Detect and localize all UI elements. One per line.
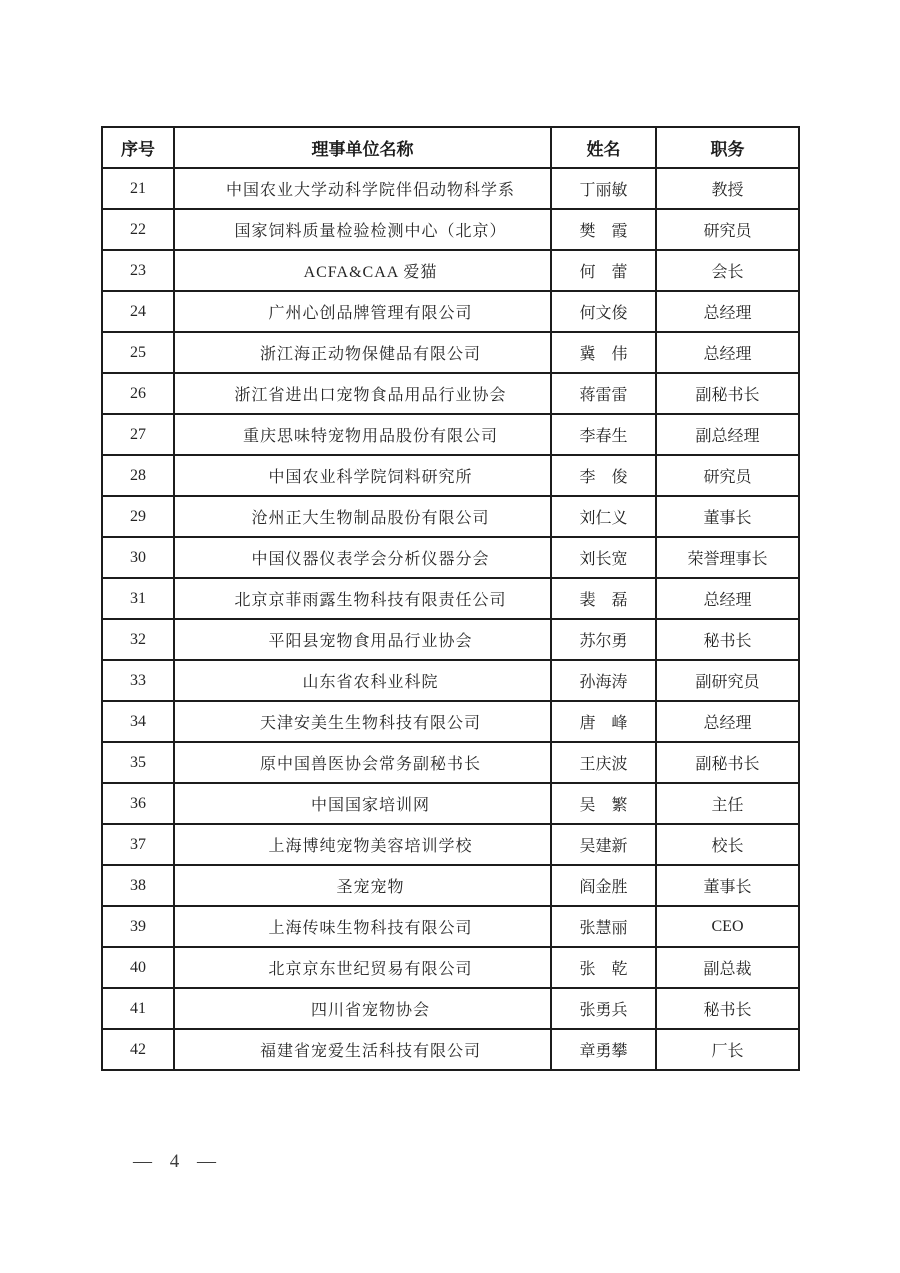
job-title-cell: 副研究员 [656, 660, 799, 701]
table-row [102, 578, 799, 619]
job-title-cell: 副总经理 [656, 414, 799, 455]
org-name-cell: 中国国家培训网 [174, 783, 551, 824]
table-row [102, 742, 799, 783]
person-name-cell: 张勇兵 [551, 988, 656, 1029]
row-number-cell: 33 [102, 660, 174, 701]
org-name-cell: 北京京菲雨露生物科技有限责任公司 [174, 578, 551, 619]
person-name-cell: 丁丽敏 [551, 168, 656, 209]
table-row [102, 906, 799, 947]
org-name-cell: 重庆思味特宠物用品股份有限公司 [174, 414, 551, 455]
header-cell-no: 序号 [102, 127, 174, 168]
job-title-cell: 董事长 [656, 865, 799, 906]
org-name-cell: 中国农业大学动科学院伴侣动物科学系 [174, 168, 551, 209]
job-title-cell: 总经理 [656, 332, 799, 373]
table-row [102, 332, 799, 373]
job-title-cell: 董事长 [656, 496, 799, 537]
org-name-cell: 浙江省进出口宠物食品用品行业协会 [174, 373, 551, 414]
job-title-cell: CEO [656, 906, 799, 947]
person-name-cell: 阎金胜 [551, 865, 656, 906]
row-number-cell: 37 [102, 824, 174, 865]
job-title-cell: 荣誉理事长 [656, 537, 799, 578]
table-row [102, 1029, 799, 1070]
org-name-cell: 浙江海正动物保健品有限公司 [174, 332, 551, 373]
row-number-cell: 34 [102, 701, 174, 742]
table-row [102, 865, 799, 906]
job-title-cell: 会长 [656, 250, 799, 291]
table-row [102, 250, 799, 291]
table-row [102, 660, 799, 701]
person-name-cell: 裴 磊 [551, 578, 656, 619]
table-body [102, 168, 799, 1070]
table-row [102, 209, 799, 250]
org-name-cell: 国家饲料质量检验检测中心（北京） [174, 209, 551, 250]
job-title-cell: 主任 [656, 783, 799, 824]
org-name-cell: 天津安美生生物科技有限公司 [174, 701, 551, 742]
table-row [102, 783, 799, 824]
table-row [102, 537, 799, 578]
job-title-cell: 秘书长 [656, 988, 799, 1029]
row-number-cell: 26 [102, 373, 174, 414]
org-name-cell: 山东省农科业科院 [174, 660, 551, 701]
header-row [102, 127, 799, 168]
job-title-cell: 副秘书长 [656, 373, 799, 414]
org-name-cell: 上海博纯宠物美容培训学校 [174, 824, 551, 865]
person-name-cell: 樊 霞 [551, 209, 656, 250]
table-row [102, 373, 799, 414]
row-number-cell: 28 [102, 455, 174, 496]
org-name-cell: ACFA&CAA 爱猫 [174, 250, 551, 291]
org-name-cell: 中国仪器仪表学会分析仪器分会 [174, 537, 551, 578]
job-title-cell: 副总裁 [656, 947, 799, 988]
table-row [102, 988, 799, 1029]
org-name-cell: 圣宠宠物 [174, 865, 551, 906]
org-name-cell: 广州心创品牌管理有限公司 [174, 291, 551, 332]
header-cell-name: 姓名 [551, 127, 656, 168]
org-name-cell: 福建省宠爱生活科技有限公司 [174, 1029, 551, 1070]
row-number-cell: 35 [102, 742, 174, 783]
person-name-cell: 李 俊 [551, 455, 656, 496]
row-number-cell: 32 [102, 619, 174, 660]
org-name-cell: 中国农业科学院饲料研究所 [174, 455, 551, 496]
person-name-cell: 张 乾 [551, 947, 656, 988]
table-row [102, 947, 799, 988]
job-title-cell: 校长 [656, 824, 799, 865]
header-cell-title: 职务 [656, 127, 799, 168]
table-row [102, 455, 799, 496]
row-number-cell: 40 [102, 947, 174, 988]
row-number-cell: 29 [102, 496, 174, 537]
person-name-cell: 刘长宽 [551, 537, 656, 578]
table-row [102, 824, 799, 865]
row-number-cell: 39 [102, 906, 174, 947]
row-number-cell: 24 [102, 291, 174, 332]
roster-table [101, 126, 800, 1071]
job-title-cell: 总经理 [656, 291, 799, 332]
row-number-cell: 41 [102, 988, 174, 1029]
job-title-cell: 教授 [656, 168, 799, 209]
table-row [102, 414, 799, 455]
header-cell-org: 理事单位名称 [174, 127, 551, 168]
table-row [102, 619, 799, 660]
row-number-cell: 36 [102, 783, 174, 824]
org-name-cell: 四川省宠物协会 [174, 988, 551, 1029]
person-name-cell: 唐 峰 [551, 701, 656, 742]
row-number-cell: 38 [102, 865, 174, 906]
org-name-cell: 沧州正大生物制品股份有限公司 [174, 496, 551, 537]
person-name-cell: 何文俊 [551, 291, 656, 332]
row-number-cell: 22 [102, 209, 174, 250]
person-name-cell: 何 蕾 [551, 250, 656, 291]
row-number-cell: 30 [102, 537, 174, 578]
row-number-cell: 27 [102, 414, 174, 455]
person-name-cell: 苏尔勇 [551, 619, 656, 660]
person-name-cell: 张慧丽 [551, 906, 656, 947]
row-number-cell: 31 [102, 578, 174, 619]
row-number-cell: 23 [102, 250, 174, 291]
table-row [102, 168, 799, 209]
person-name-cell: 李春生 [551, 414, 656, 455]
job-title-cell: 厂长 [656, 1029, 799, 1070]
job-title-cell: 总经理 [656, 701, 799, 742]
table-row [102, 291, 799, 332]
org-name-cell: 原中国兽医协会常务副秘书长 [174, 742, 551, 783]
page-number: — 4 — [133, 1151, 217, 1172]
table-row [102, 496, 799, 537]
job-title-cell: 秘书长 [656, 619, 799, 660]
person-name-cell: 冀 伟 [551, 332, 656, 373]
job-title-cell: 副秘书长 [656, 742, 799, 783]
job-title-cell: 总经理 [656, 578, 799, 619]
org-name-cell: 平阳县宠物食用品行业协会 [174, 619, 551, 660]
org-name-cell: 北京京东世纪贸易有限公司 [174, 947, 551, 988]
person-name-cell: 王庆波 [551, 742, 656, 783]
person-name-cell: 章勇攀 [551, 1029, 656, 1070]
org-name-cell: 上海传味生物科技有限公司 [174, 906, 551, 947]
row-number-cell: 42 [102, 1029, 174, 1070]
row-number-cell: 21 [102, 168, 174, 209]
person-name-cell: 吴建新 [551, 824, 656, 865]
person-name-cell: 蒋雷雷 [551, 373, 656, 414]
person-name-cell: 吴 繁 [551, 783, 656, 824]
person-name-cell: 孙海涛 [551, 660, 656, 701]
job-title-cell: 研究员 [656, 455, 799, 496]
table-row [102, 701, 799, 742]
row-number-cell: 25 [102, 332, 174, 373]
job-title-cell: 研究员 [656, 209, 799, 250]
person-name-cell: 刘仁义 [551, 496, 656, 537]
